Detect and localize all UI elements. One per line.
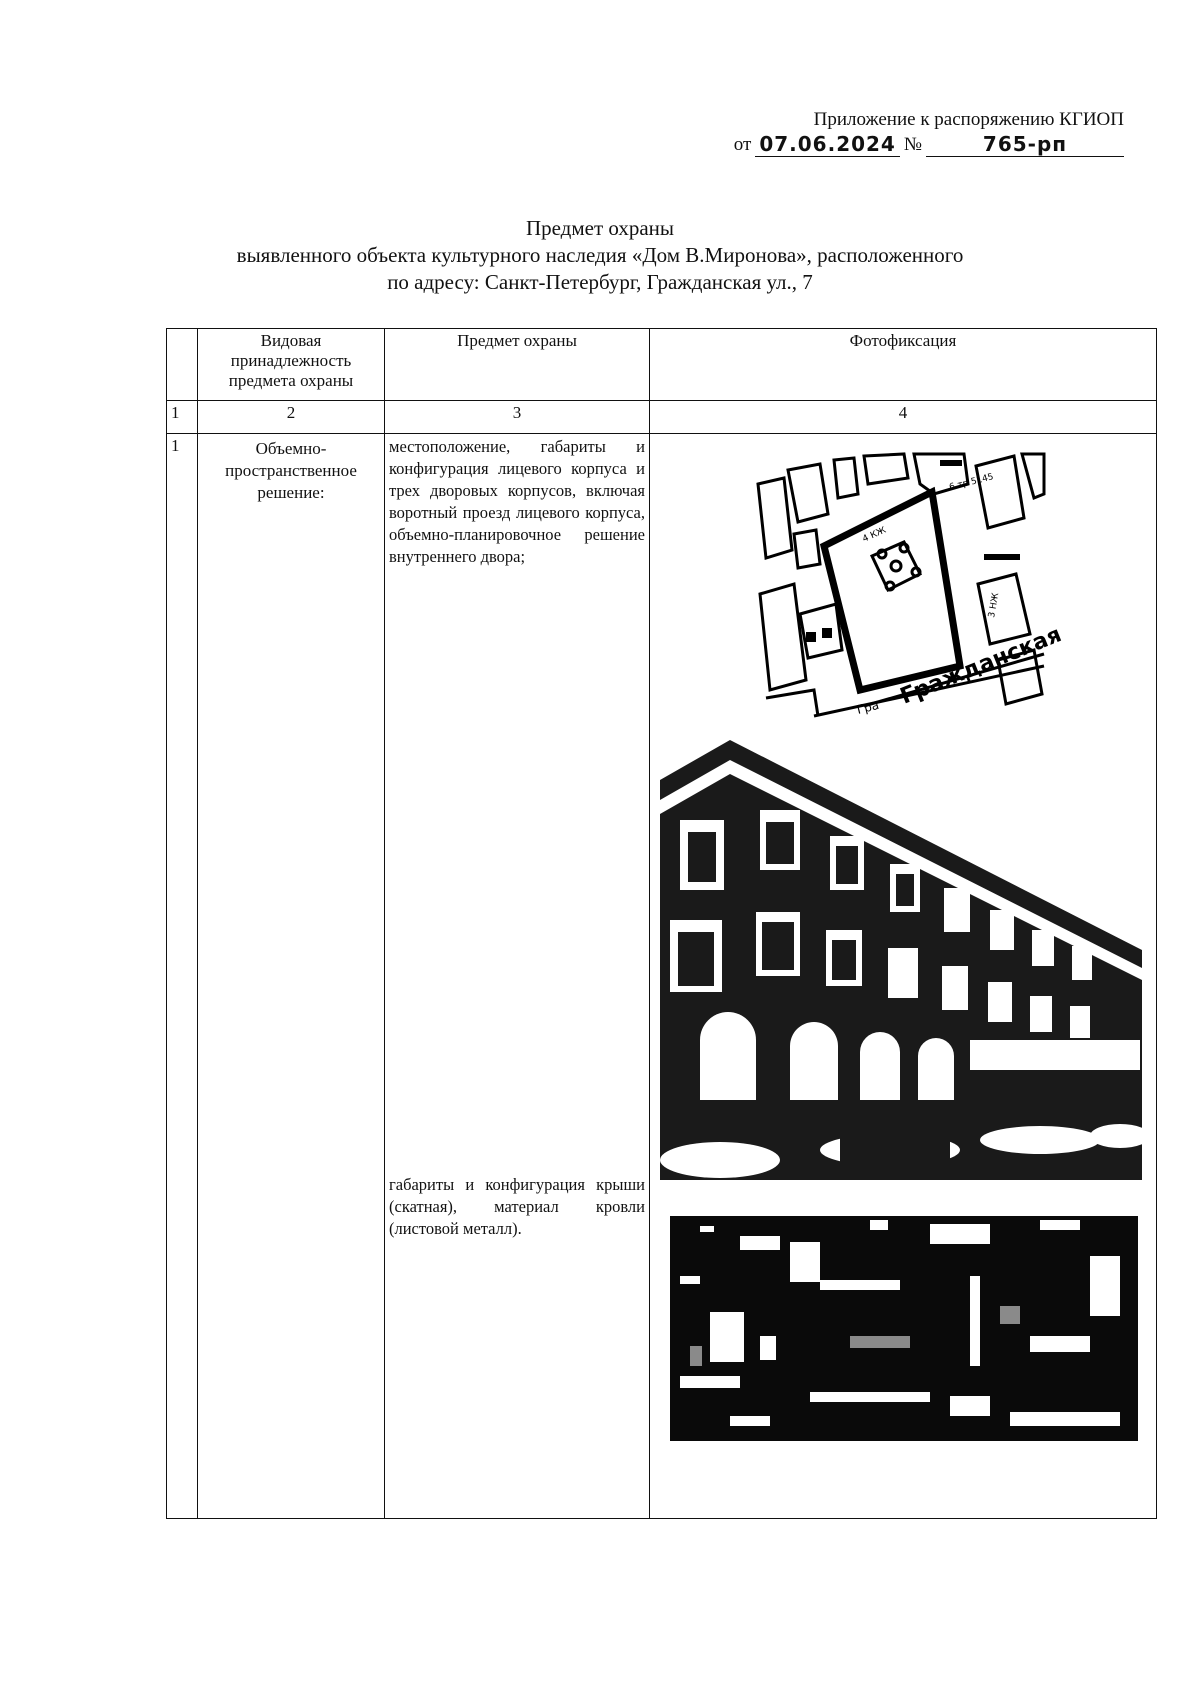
roof-photo <box>670 1216 1138 1441</box>
photo-cell <box>650 434 1157 1519</box>
column-number: 1 <box>167 401 198 434</box>
subject-item-roof: габариты и конфигурация крыши (скатная), материал кровли (листовой металл). <box>389 1175 645 1238</box>
order-number: 765-рп <box>926 132 1124 157</box>
facade-photo <box>660 740 1142 1180</box>
protection-subject-table <box>166 328 1157 1519</box>
order-date: 07.06.2024 <box>755 132 900 157</box>
map-plot-label: 6 тр 5145 <box>948 472 995 493</box>
column-number: 4 <box>650 401 1157 434</box>
table-row <box>167 434 1157 1519</box>
map-street-label: Гражданская <box>896 622 1066 710</box>
appendix-header <box>704 108 1124 157</box>
header-cell-photo: Фотофиксация <box>650 329 1157 401</box>
document-title <box>150 215 1050 296</box>
from-label: от <box>733 134 752 155</box>
subject-cell <box>385 434 650 1519</box>
number-sign: № <box>903 134 922 155</box>
subject-item-location: местоположение, габариты и конфигурация лицевого корпуса и трех дворовых корпусов, включая воротный проезд лицевого корпуса, объемно-планировочное решение внутреннего двора; <box>389 437 645 566</box>
title-line-3: по адресу: Санкт-Петербург, Гражданская ул., 7 <box>387 270 813 294</box>
row-number: 1 <box>167 434 198 1519</box>
header-cell-kind: Видовая принадлежность предмета охраны <box>198 329 385 401</box>
title-line-1: Предмет охраны <box>525 216 675 240</box>
map-floors-label: 3 НЖ <box>987 592 1002 619</box>
appendix-date-number <box>704 132 1124 157</box>
header-cell-subject: Предмет охраны <box>385 329 650 401</box>
appendix-title: Приложение к распоряжению КГИОП <box>813 109 1124 130</box>
column-number: 2 <box>198 401 385 434</box>
table-header-row <box>167 329 1157 401</box>
kind-cell: Объемно-пространственное решение: <box>198 434 385 1519</box>
column-number: 3 <box>385 401 650 434</box>
header-cell-index <box>167 329 198 401</box>
title-line-2: выявленного объекта культурного наследия «Дом В.Миронова», расположенного <box>236 243 964 267</box>
column-number-row <box>167 401 1157 434</box>
map-floors-label: 4 КЖ <box>861 525 888 545</box>
map-street-short-label: Гра <box>855 697 881 717</box>
site-plan-map <box>754 454 1066 717</box>
